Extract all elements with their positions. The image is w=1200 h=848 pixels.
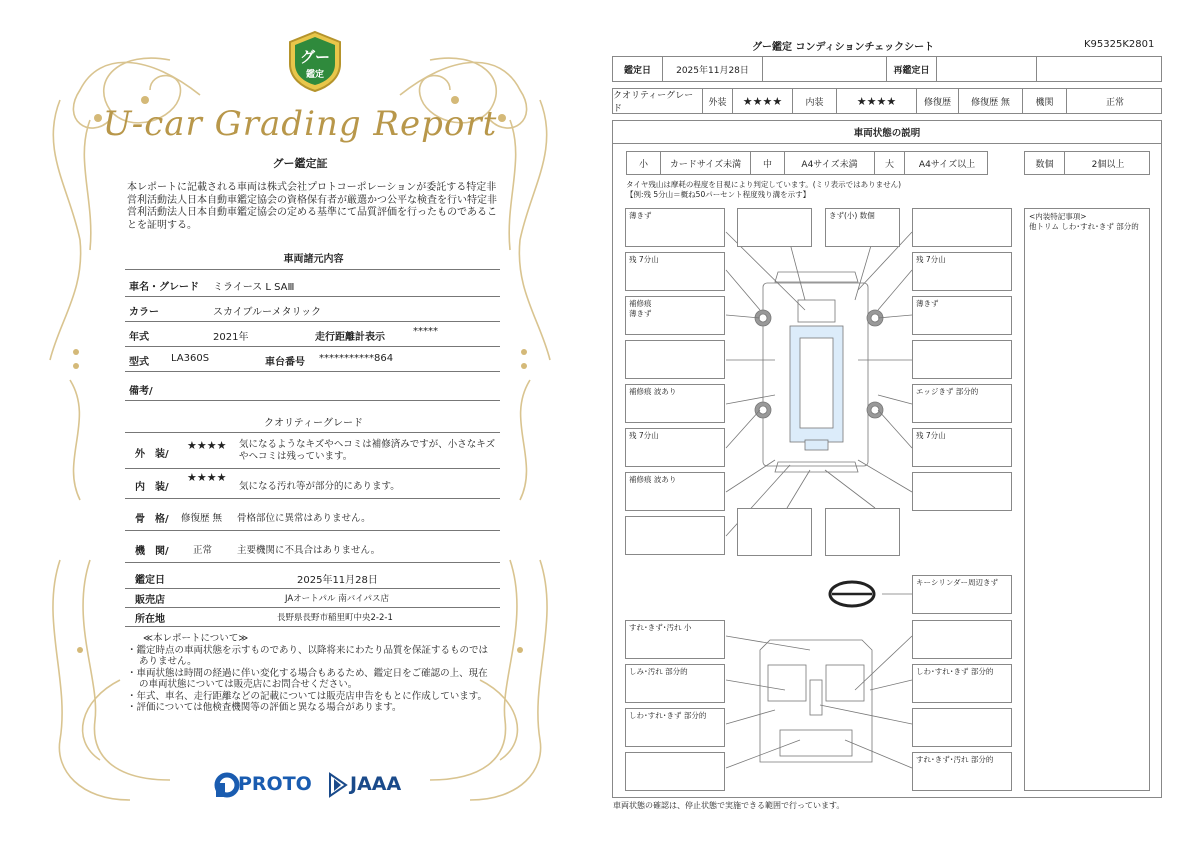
damage-text: 残 7分山 [916, 431, 946, 440]
year-value: 2021年 [213, 332, 249, 343]
quality-row-frame [125, 502, 500, 531]
date-value: 2025年11月28日 [297, 575, 378, 586]
frame-label: 骨 格/ [135, 514, 169, 525]
damage-text: 薄きず [916, 299, 939, 308]
damage-box [912, 472, 1012, 511]
damage-box [825, 508, 900, 556]
desc-title: 車両状態の説明 [613, 121, 1161, 144]
name-value: ミライース L SAⅢ [213, 282, 295, 293]
damage-box [625, 340, 725, 379]
proto-logo [214, 770, 314, 800]
damage-text: 残 7分山 [629, 255, 659, 264]
damage-text: すれ･きず･汚れ 部分的 [916, 755, 994, 764]
note-item: ・鑑定時点の車両状態を示すものであり、以降将来にわたり品質を保証するものではありません。 [127, 644, 489, 667]
color-value: スカイブルーメタリック [213, 307, 322, 318]
size-small-desc: カードサイズ未満 [661, 152, 751, 174]
remarks-label: 備考/ [129, 386, 153, 397]
quality-row-engine [125, 534, 500, 563]
damage-text: しわ･すれ･きず 部分的 [916, 667, 994, 676]
damage-text: 補修痕 波あり [629, 475, 677, 484]
model-value: LA360S [171, 353, 210, 364]
info-row-address [125, 608, 500, 627]
damage-text: 補修痕 [629, 299, 652, 308]
jaaa-mark-icon [328, 772, 348, 798]
interior-label: 内 装/ [135, 482, 169, 493]
damage-text: すれ･きず･汚れ 小 [629, 623, 692, 632]
damage-box [625, 428, 725, 467]
damage-text: 残 7分山 [916, 255, 946, 264]
tire-note-2: 【例:残 5分山＝概ね50パーセント程度残り溝を示す】 [626, 190, 811, 199]
repair-value: 修復歴 無 [959, 89, 1023, 113]
certificate-text: 本レポートに記載される車両は株式会社プロトコーポレーションが委託する特定非営利活動法人日本自動車鑑定協会の資格保有者が厳選かつ公平な検査を行い特定非営利活動法人日本自動車鑑定協会の定める基準にて品質評価を行ったものであることを証明する。 [127, 182, 497, 231]
report-title: U-car Grading Report [102, 104, 498, 144]
shop-label: 販売店 [135, 595, 165, 606]
spec-row-color [125, 299, 500, 322]
name-label: 車名・グレード [129, 282, 199, 293]
damage-text: きず(小) 数個 [829, 211, 875, 220]
redate-label: 再鑑定日 [887, 57, 937, 81]
interior-box [912, 708, 1012, 747]
spec-row-year [125, 324, 500, 347]
size-large-desc: A4サイズ以上 [918, 159, 976, 170]
ext-stars: ★★★★ [733, 89, 793, 113]
divider [125, 268, 500, 270]
specs-title: 車両諸元内容 [283, 254, 344, 265]
divider [125, 431, 500, 433]
damage-box [625, 208, 725, 247]
date-label: 鑑定日 [135, 575, 165, 586]
notes-title: ≪本レポートについて≫ [143, 633, 249, 644]
interior-box [912, 664, 1012, 703]
tire-note-1: タイヤ残山は摩耗の程度を目視により判定しています。(ミリ表示ではありません) [626, 180, 902, 189]
address-label: 所在地 [135, 614, 165, 625]
svg-text:グー: グー [299, 48, 331, 66]
size-small: 小 [627, 152, 661, 174]
damage-box [737, 508, 812, 556]
damage-text: エッジきず 部分的 [916, 387, 979, 396]
date-value: 2025年11月28日 [663, 57, 763, 81]
report-notes [127, 633, 497, 714]
svg-text:鑑定: 鑑定 [305, 70, 325, 80]
damage-text: キーシリンダー周辺きず [916, 578, 999, 587]
shop-value: JAオートパル 南バイパス店 [285, 594, 390, 604]
size-mid-desc: A4サイズ未満 [785, 152, 875, 174]
chassis-value: ***********864 [319, 353, 394, 364]
damage-box [912, 340, 1012, 379]
interior-text: 気になる汚れ等が部分的にあります。 [239, 481, 400, 492]
proto-logo-text: PROTO [238, 773, 312, 795]
color-label: カラー [129, 307, 159, 318]
damage-box [737, 208, 812, 247]
interior-stars: ★★★★ [187, 471, 227, 484]
info-row-shop [125, 589, 500, 608]
interior-notes-text: 他トリム しわ･すれ･きず 部分的 [1029, 222, 1139, 231]
interior-box [625, 664, 725, 703]
damage-box [625, 252, 725, 291]
document-id: K95325K2801 [1084, 39, 1155, 50]
engine-label: 機関 [1023, 89, 1067, 113]
damage-text: しわ･すれ･きず 部分的 [629, 711, 707, 720]
damage-text: 薄きず [629, 211, 652, 220]
int-stars: ★★★★ [837, 89, 917, 113]
damage-box [625, 384, 725, 423]
damage-box [625, 472, 725, 511]
damage-box [912, 252, 1012, 291]
spec-row-model [125, 349, 500, 372]
grade-label: クオリティーグレード [613, 89, 703, 113]
note-item: ・評価については他検査機関等の評価と異なる場合があります。 [127, 702, 402, 713]
interior-box [912, 752, 1012, 791]
address-value: 長野県長野市稲里町中央2-2-1 [277, 613, 393, 623]
interior-box [912, 620, 1012, 659]
size-count: 数個 [1025, 152, 1065, 174]
size-mid: 中 [751, 152, 785, 174]
steering-wheel-icon [830, 582, 874, 606]
exterior-stars: ★★★★ [187, 439, 227, 452]
size-large: 大 [875, 152, 905, 174]
quality-row-interior [125, 470, 500, 499]
damage-box [912, 296, 1012, 335]
damage-box [912, 208, 1012, 247]
sheet-title: グー鑑定 コンディションチェックシート [752, 42, 935, 53]
year-label: 年式 [129, 332, 149, 343]
jaaa-logo [328, 770, 408, 800]
spec-row-name [125, 274, 500, 297]
damage-text: 補修痕 波あり [629, 387, 677, 396]
goo-appraisal-logo [286, 30, 344, 92]
damage-box [912, 428, 1012, 467]
note-item: ・車両状態は時間の経過に伴い変化する場合もあるため、鑑定日をご確認の上、現在の車両状態については販売店にお問合せください。 [127, 667, 488, 690]
spec-row-remarks [125, 374, 500, 401]
quality-title: クオリティーグレード [264, 418, 363, 429]
engine-value: 正常 [193, 545, 213, 556]
damage-box [625, 296, 725, 335]
engine-value: 正常 [1105, 97, 1124, 108]
note-item: ・年式、車名、走行距離などの記載については販売店申告をもとに作成しています。 [127, 690, 488, 702]
proto-mark-icon [214, 772, 240, 798]
damage-box [912, 384, 1012, 423]
engine-label: 機 関/ [135, 546, 169, 557]
damage-box [625, 516, 725, 555]
interior-box [912, 575, 1012, 614]
interior-box [625, 620, 725, 659]
interior-box [625, 752, 725, 791]
damage-box [825, 208, 900, 247]
date-label: 鑑定日 [613, 57, 663, 81]
certificate-title: グー鑑定証 [272, 157, 328, 170]
info-row-date [125, 566, 500, 589]
jaaa-logo-text: JAAA [350, 773, 402, 795]
exterior-label: 外 装/ [135, 449, 169, 460]
mileage-label: 走行距離計表示 [315, 332, 385, 343]
sheet-footer: 車両状態の確認は、停止状態で実施できる範囲で行っています。 [613, 801, 845, 810]
int-label: 内装 [793, 89, 837, 113]
chassis-label: 車台番号 [265, 357, 305, 368]
repair-label: 修復歴 [917, 89, 959, 113]
engine-text: 主要機関に不具合はありません。 [237, 545, 381, 556]
condition-check-sheet [600, 0, 1200, 848]
mileage-value: ***** [413, 326, 438, 337]
frame-text: 骨格部位に異常はありません。 [237, 513, 371, 524]
model-label: 型式 [129, 357, 149, 368]
size-count-desc: 2個以上 [1091, 159, 1125, 170]
exterior-text: 気になるようなキズやヘコミは補修済みですが、小さなキズやヘコミは残っています。 [239, 439, 496, 462]
damage-text: 薄きず [629, 309, 652, 318]
damage-text: しみ･汚れ 部分的 [629, 667, 688, 676]
ext-label: 外装 [703, 89, 733, 113]
quality-row-exterior [125, 434, 500, 469]
interior-notes-title: <内装特記事項> [1029, 212, 1087, 221]
interior-box [625, 708, 725, 747]
damage-text: 残 7分山 [629, 431, 659, 440]
frame-value: 修復歴 無 [181, 513, 223, 524]
